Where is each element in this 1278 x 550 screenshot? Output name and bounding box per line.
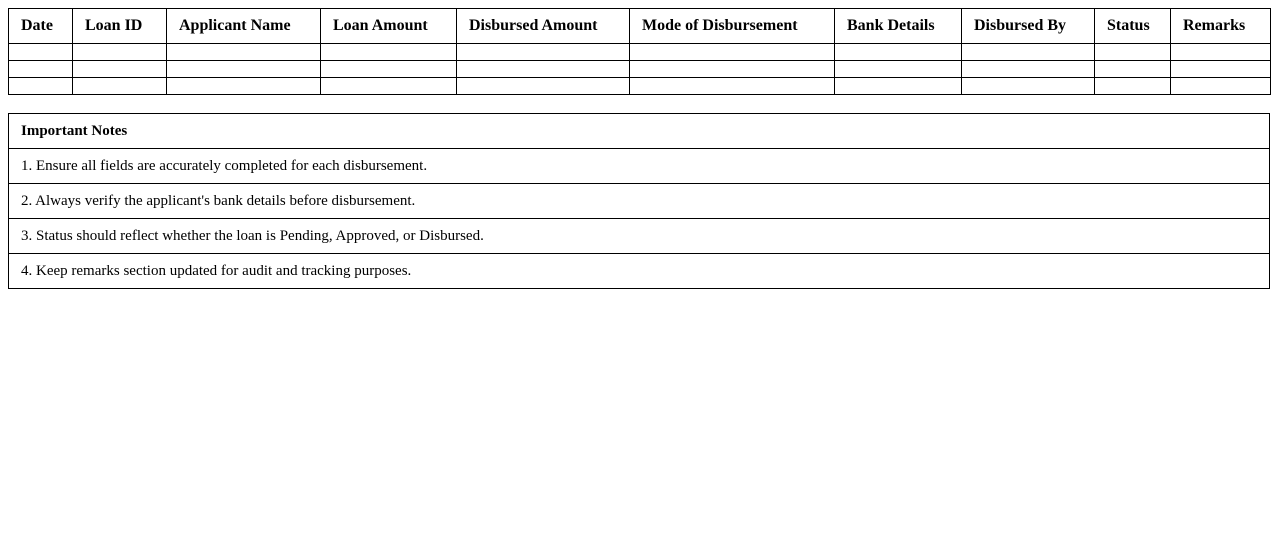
cell-remarks[interactable] bbox=[1171, 78, 1271, 95]
cell-disbursed-by[interactable] bbox=[962, 78, 1095, 95]
cell-date[interactable] bbox=[9, 78, 73, 95]
column-header-date: Date bbox=[9, 9, 73, 44]
cell-mode-of-disbursement[interactable] bbox=[630, 44, 835, 61]
cell-remarks[interactable] bbox=[1171, 44, 1271, 61]
cell-loan-id[interactable] bbox=[73, 44, 167, 61]
cell-bank-details[interactable] bbox=[835, 78, 962, 95]
note-item: 3. Status should reflect whether the loan is Pending, Approved, or Disbursed. bbox=[9, 219, 1270, 254]
column-header-loan-amount: Loan Amount bbox=[321, 9, 457, 44]
cell-date[interactable] bbox=[9, 44, 73, 61]
cell-applicant-name[interactable] bbox=[167, 61, 321, 78]
note-item: 2. Always verify the applicant's bank details before disbursement. bbox=[9, 184, 1270, 219]
cell-loan-amount[interactable] bbox=[321, 61, 457, 78]
cell-loan-id[interactable] bbox=[73, 78, 167, 95]
cell-bank-details[interactable] bbox=[835, 44, 962, 61]
note-row bbox=[9, 219, 1270, 254]
cell-applicant-name[interactable] bbox=[167, 44, 321, 61]
disbursement-log-table bbox=[8, 8, 1271, 95]
cell-disbursed-amount[interactable] bbox=[457, 78, 630, 95]
cell-status[interactable] bbox=[1095, 61, 1171, 78]
table-row bbox=[9, 61, 1271, 78]
table-header-row bbox=[9, 9, 1271, 44]
cell-date[interactable] bbox=[9, 61, 73, 78]
cell-mode-of-disbursement[interactable] bbox=[630, 61, 835, 78]
column-header-disbursed-by: Disbursed By bbox=[962, 9, 1095, 44]
note-row bbox=[9, 184, 1270, 219]
important-notes-table bbox=[8, 113, 1270, 289]
table-row bbox=[9, 44, 1271, 61]
cell-applicant-name[interactable] bbox=[167, 78, 321, 95]
cell-disbursed-amount[interactable] bbox=[457, 61, 630, 78]
cell-loan-amount[interactable] bbox=[321, 78, 457, 95]
notes-heading: Important Notes bbox=[9, 114, 1270, 149]
column-header-remarks: Remarks bbox=[1171, 9, 1271, 44]
column-header-loan-id: Loan ID bbox=[73, 9, 167, 44]
column-header-status: Status bbox=[1095, 9, 1171, 44]
notes-heading-row bbox=[9, 114, 1270, 149]
cell-bank-details[interactable] bbox=[835, 61, 962, 78]
column-header-bank-details: Bank Details bbox=[835, 9, 962, 44]
cell-disbursed-by[interactable] bbox=[962, 44, 1095, 61]
note-item: 4. Keep remarks section updated for audit and tracking purposes. bbox=[9, 254, 1270, 289]
note-row bbox=[9, 149, 1270, 184]
cell-status[interactable] bbox=[1095, 78, 1171, 95]
column-header-applicant-name: Applicant Name bbox=[167, 9, 321, 44]
column-header-disbursed-amount: Disbursed Amount bbox=[457, 9, 630, 44]
cell-loan-id[interactable] bbox=[73, 61, 167, 78]
cell-loan-amount[interactable] bbox=[321, 44, 457, 61]
cell-disbursed-by[interactable] bbox=[962, 61, 1095, 78]
note-row bbox=[9, 254, 1270, 289]
cell-mode-of-disbursement[interactable] bbox=[630, 78, 835, 95]
table-row bbox=[9, 78, 1271, 95]
cell-disbursed-amount[interactable] bbox=[457, 44, 630, 61]
cell-remarks[interactable] bbox=[1171, 61, 1271, 78]
column-header-mode-of-disbursement: Mode of Disbursement bbox=[630, 9, 835, 44]
note-item: 1. Ensure all fields are accurately completed for each disbursement. bbox=[9, 149, 1270, 184]
cell-status[interactable] bbox=[1095, 44, 1171, 61]
